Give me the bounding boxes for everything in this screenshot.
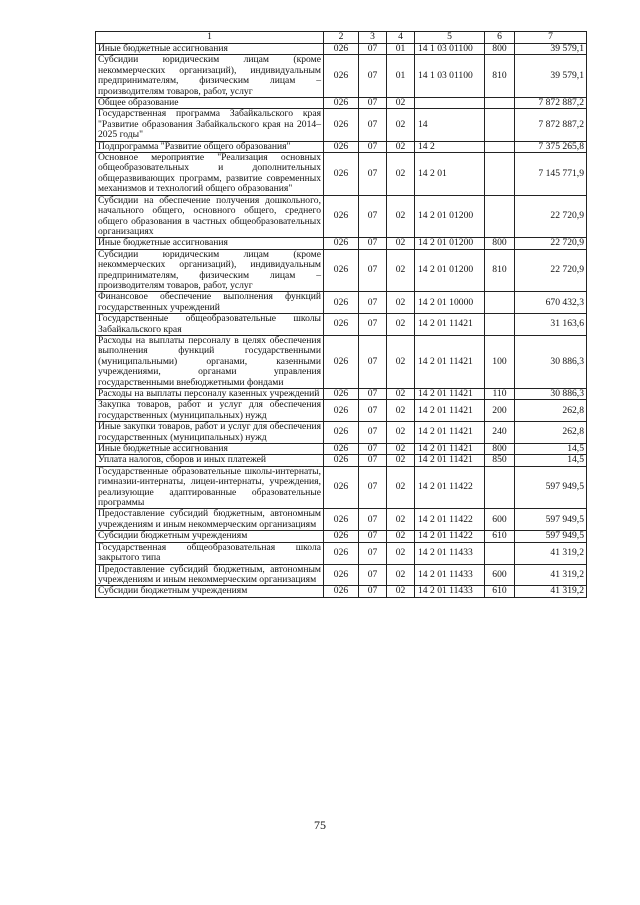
target-article-cell <box>415 98 485 109</box>
row-name-cell: Основное мероприятие "Реализация основных общеобразовательных и дополнительных общеразвивающих программ, развитие современных механизмов и технологий общего образования" <box>96 153 324 196</box>
target-article-cell: 14 2 01 11433 <box>415 564 485 586</box>
target-article-cell: 14 2 01 11422 <box>415 466 485 509</box>
table-row <box>96 153 587 196</box>
row-name-cell: Подпрограмма "Развитие общего образования" <box>96 141 324 152</box>
target-article-cell: 14 2 01 11421 <box>415 444 485 455</box>
amount-cell: 30 886,3 <box>515 335 587 388</box>
amount-cell: 39 579,1 <box>515 55 587 98</box>
expense-type-cell: 800 <box>485 238 515 249</box>
amount-cell: 22 720,9 <box>515 195 587 238</box>
ministry-code-cell: 026 <box>324 44 359 55</box>
table-row <box>96 249 587 292</box>
ministry-code-cell: 026 <box>324 109 359 141</box>
amount-cell: 7 145 771,9 <box>515 153 587 196</box>
ministry-code-cell: 026 <box>324 531 359 542</box>
target-article-cell: 14 2 01 11422 <box>415 509 485 531</box>
target-article-cell: 14 2 01 11421 <box>415 455 485 466</box>
table-row <box>96 141 587 152</box>
expense-type-cell <box>485 292 515 314</box>
expense-type-cell: 810 <box>485 55 515 98</box>
subsection-code-cell: 02 <box>387 238 415 249</box>
column-number: 6 <box>485 32 515 44</box>
amount-cell: 597 949,5 <box>515 531 587 542</box>
table-row <box>96 586 587 597</box>
amount-cell: 670 432,3 <box>515 292 587 314</box>
amount-cell: 14,5 <box>515 455 587 466</box>
target-article-cell: 14 2 01 01200 <box>415 195 485 238</box>
target-article-cell: 14 2 01 11422 <box>415 531 485 542</box>
row-name-cell: Предоставление субсидий бюджетным, автономным учреждениям и иным некоммерческим организациям <box>96 564 324 586</box>
table-row <box>96 509 587 531</box>
row-name-cell: Расходы на выплаты персоналу казенных учреждений <box>96 389 324 400</box>
ministry-code-cell: 026 <box>324 141 359 152</box>
amount-cell: 41 319,2 <box>515 586 587 597</box>
amount-cell: 30 886,3 <box>515 389 587 400</box>
subsection-code-cell: 02 <box>387 400 415 422</box>
section-code-cell: 07 <box>359 400 387 422</box>
ministry-code-cell: 026 <box>324 335 359 388</box>
ministry-code-cell: 026 <box>324 542 359 564</box>
table-row <box>96 564 587 586</box>
amount-cell: 14,5 <box>515 444 587 455</box>
expense-type-cell: 810 <box>485 249 515 292</box>
expense-type-cell <box>485 98 515 109</box>
ministry-code-cell: 026 <box>324 314 359 336</box>
expense-type-cell: 850 <box>485 455 515 466</box>
section-code-cell: 07 <box>359 335 387 388</box>
target-article-cell: 14 1 03 01100 <box>415 55 485 98</box>
amount-cell: 262,8 <box>515 422 587 444</box>
ministry-code-cell: 026 <box>324 249 359 292</box>
target-article-cell: 14 2 01 11421 <box>415 335 485 388</box>
expense-type-cell <box>485 466 515 509</box>
table-row <box>96 238 587 249</box>
page-number: 75 <box>314 818 326 832</box>
table-row <box>96 542 587 564</box>
table-row <box>96 98 587 109</box>
amount-cell: 7 375 265,8 <box>515 141 587 152</box>
subsection-code-cell: 02 <box>387 542 415 564</box>
ministry-code-cell: 026 <box>324 292 359 314</box>
section-code-cell: 07 <box>359 444 387 455</box>
subsection-code-cell: 02 <box>387 109 415 141</box>
ministry-code-cell: 026 <box>324 389 359 400</box>
amount-cell: 31 163,6 <box>515 314 587 336</box>
target-article-cell: 14 2 01 11433 <box>415 586 485 597</box>
ministry-code-cell: 026 <box>324 564 359 586</box>
section-code-cell: 07 <box>359 249 387 292</box>
row-name-cell: Расходы на выплаты персоналу в целях обеспечения выполнения функций государственными (муниципальными) органами, казенными учреждениями, органами управления государственными внебюджетными фондами <box>96 335 324 388</box>
subsection-code-cell: 02 <box>387 153 415 196</box>
ministry-code-cell: 026 <box>324 509 359 531</box>
amount-cell: 597 949,5 <box>515 466 587 509</box>
expense-type-cell <box>485 542 515 564</box>
expense-type-cell: 610 <box>485 531 515 542</box>
subsection-code-cell: 02 <box>387 466 415 509</box>
section-code-cell: 07 <box>359 466 387 509</box>
subsection-code-cell: 02 <box>387 314 415 336</box>
column-number: 1 <box>96 32 324 44</box>
subsection-code-cell: 02 <box>387 195 415 238</box>
subsection-code-cell: 02 <box>387 455 415 466</box>
row-name-cell: Предоставление субсидий бюджетным, автономным учреждениям и иным некоммерческим организациям <box>96 509 324 531</box>
ministry-code-cell: 026 <box>324 195 359 238</box>
table-row <box>96 44 587 55</box>
expense-type-cell <box>485 314 515 336</box>
expense-type-cell: 200 <box>485 400 515 422</box>
amount-cell: 41 319,2 <box>515 564 587 586</box>
section-code-cell: 07 <box>359 109 387 141</box>
expense-type-cell: 800 <box>485 44 515 55</box>
table-row <box>96 466 587 509</box>
expense-type-cell <box>485 141 515 152</box>
table-row <box>96 389 587 400</box>
table-row <box>96 292 587 314</box>
table-row <box>96 444 587 455</box>
section-code-cell: 07 <box>359 238 387 249</box>
target-article-cell: 14 2 01 10000 <box>415 292 485 314</box>
section-code-cell: 07 <box>359 455 387 466</box>
subsection-code-cell: 02 <box>387 422 415 444</box>
subsection-code-cell: 02 <box>387 141 415 152</box>
table-row <box>96 109 587 141</box>
subsection-code-cell: 02 <box>387 98 415 109</box>
row-name-cell: Государственная общеобразовательная школа закрытого типа <box>96 542 324 564</box>
row-name-cell: Иные бюджетные ассигнования <box>96 238 324 249</box>
amount-cell: 39 579,1 <box>515 44 587 55</box>
expense-type-cell <box>485 195 515 238</box>
row-name-cell: Субсидии юридическим лицам (кроме некоммерческих организаций), индивидуальным предпринимателям, физическим лицам – производителям товаров, работ, услуг <box>96 55 324 98</box>
target-article-cell: 14 2 01 11433 <box>415 542 485 564</box>
column-number-row <box>96 32 587 44</box>
subsection-code-cell: 02 <box>387 335 415 388</box>
row-name-cell: Иные закупки товаров, работ и услуг для обеспечения государственных (муниципальных) нужд <box>96 422 324 444</box>
target-article-cell: 14 1 03 01100 <box>415 44 485 55</box>
column-number: 3 <box>359 32 387 44</box>
section-code-cell: 07 <box>359 314 387 336</box>
row-name-cell: Субсидии юридическим лицам (кроме некоммерческих организаций), индивидуальным предпринимателям, физическим лицам – производителям товаров, работ, услуг <box>96 249 324 292</box>
expense-type-cell: 600 <box>485 509 515 531</box>
section-code-cell: 07 <box>359 292 387 314</box>
section-code-cell: 07 <box>359 586 387 597</box>
amount-cell: 7 872 887,2 <box>515 109 587 141</box>
section-code-cell: 07 <box>359 389 387 400</box>
section-code-cell: 07 <box>359 98 387 109</box>
row-name-cell: Закупка товаров, работ и услуг для обеспечения государственных (муниципальных) нужд <box>96 400 324 422</box>
subsection-code-cell: 02 <box>387 444 415 455</box>
row-name-cell: Государственная программа Забайкальского края "Развитие образования Забайкальского края на 2014–2025 годы" <box>96 109 324 141</box>
subsection-code-cell: 02 <box>387 249 415 292</box>
table-row <box>96 400 587 422</box>
subsection-code-cell: 02 <box>387 531 415 542</box>
subsection-code-cell: 02 <box>387 292 415 314</box>
column-number: 2 <box>324 32 359 44</box>
row-name-cell: Уплата налогов, сборов и иных платежей <box>96 455 324 466</box>
target-article-cell: 14 <box>415 109 485 141</box>
subsection-code-cell: 01 <box>387 55 415 98</box>
ministry-code-cell: 026 <box>324 55 359 98</box>
expense-type-cell: 610 <box>485 586 515 597</box>
section-code-cell: 07 <box>359 153 387 196</box>
expense-type-cell: 800 <box>485 444 515 455</box>
row-name-cell: Государственные общеобразовательные школы Забайкальского края <box>96 314 324 336</box>
section-code-cell: 07 <box>359 55 387 98</box>
expense-type-cell: 100 <box>485 335 515 388</box>
target-article-cell: 14 2 01 11421 <box>415 422 485 444</box>
subsection-code-cell: 02 <box>387 389 415 400</box>
section-code-cell: 07 <box>359 195 387 238</box>
subsection-code-cell: 02 <box>387 509 415 531</box>
target-article-cell: 14 2 01 <box>415 153 485 196</box>
ministry-code-cell: 026 <box>324 400 359 422</box>
section-code-cell: 07 <box>359 531 387 542</box>
table-row <box>96 314 587 336</box>
row-name-cell: Субсидии бюджетным учреждениям <box>96 531 324 542</box>
target-article-cell: 14 2 01 11421 <box>415 314 485 336</box>
table-row <box>96 55 587 98</box>
amount-cell: 262,8 <box>515 400 587 422</box>
table-row <box>96 195 587 238</box>
row-name-cell: Финансовое обеспечение выполнения функций государственных учреждений <box>96 292 324 314</box>
target-article-cell: 14 2 01 01200 <box>415 238 485 249</box>
ministry-code-cell: 026 <box>324 444 359 455</box>
target-article-cell: 14 2 01 11421 <box>415 400 485 422</box>
table-row <box>96 455 587 466</box>
row-name-cell: Субсидии бюджетным учреждениям <box>96 586 324 597</box>
amount-cell: 7 872 887,2 <box>515 98 587 109</box>
target-article-cell: 14 2 01 01200 <box>415 249 485 292</box>
column-number: 4 <box>387 32 415 44</box>
subsection-code-cell: 01 <box>387 44 415 55</box>
amount-cell: 41 319,2 <box>515 542 587 564</box>
amount-cell: 22 720,9 <box>515 238 587 249</box>
column-number: 5 <box>415 32 485 44</box>
subsection-code-cell: 02 <box>387 586 415 597</box>
expense-type-cell <box>485 153 515 196</box>
budget-table <box>95 31 587 598</box>
row-name-cell: Общее образование <box>96 98 324 109</box>
subsection-code-cell: 02 <box>387 564 415 586</box>
ministry-code-cell: 026 <box>324 153 359 196</box>
ministry-code-cell: 026 <box>324 586 359 597</box>
row-name-cell: Субсидии на обеспечение получения дошкольного, начального общего, основного общего, среднего общего образования в частных общеобразовательных организациях <box>96 195 324 238</box>
table-row <box>96 422 587 444</box>
ministry-code-cell: 026 <box>324 238 359 249</box>
expense-type-cell: 110 <box>485 389 515 400</box>
section-code-cell: 07 <box>359 564 387 586</box>
expense-type-cell <box>485 109 515 141</box>
row-name-cell: Государственные образовательные школы-интернаты, гимназии-интернаты, лицеи-интернаты, учреждения, реализующие адаптированные образовательные программы <box>96 466 324 509</box>
table-row <box>96 335 587 388</box>
row-name-cell: Иные бюджетные ассигнования <box>96 44 324 55</box>
ministry-code-cell: 026 <box>324 98 359 109</box>
target-article-cell: 14 2 <box>415 141 485 152</box>
section-code-cell: 07 <box>359 44 387 55</box>
section-code-cell: 07 <box>359 542 387 564</box>
table-body <box>96 32 587 598</box>
amount-cell: 22 720,9 <box>515 249 587 292</box>
ministry-code-cell: 026 <box>324 455 359 466</box>
ministry-code-cell: 026 <box>324 466 359 509</box>
expense-type-cell: 600 <box>485 564 515 586</box>
target-article-cell: 14 2 01 11421 <box>415 389 485 400</box>
section-code-cell: 07 <box>359 141 387 152</box>
section-code-cell: 07 <box>359 422 387 444</box>
column-number: 7 <box>515 32 587 44</box>
amount-cell: 597 949,5 <box>515 509 587 531</box>
table-row <box>96 531 587 542</box>
section-code-cell: 07 <box>359 509 387 531</box>
row-name-cell: Иные бюджетные ассигнования <box>96 444 324 455</box>
ministry-code-cell: 026 <box>324 422 359 444</box>
expense-type-cell: 240 <box>485 422 515 444</box>
